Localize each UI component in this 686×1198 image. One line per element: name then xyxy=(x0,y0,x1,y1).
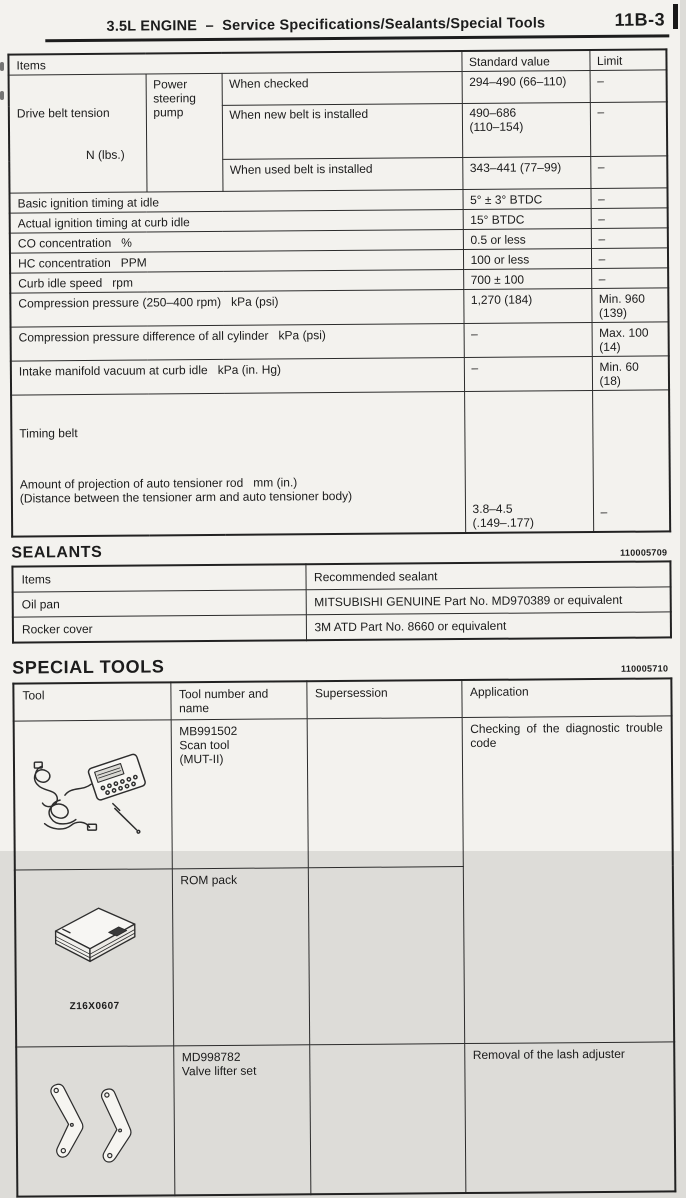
spec-item: Actual ignition timing at curb idle xyxy=(10,210,463,234)
spec-item: Compression pressure difference of all cylinder kPa (psi) xyxy=(11,324,464,362)
tools-header-row xyxy=(13,678,671,721)
sealants-ref-number: 110005709 xyxy=(620,547,668,558)
tool-illustration-cell xyxy=(16,1046,174,1197)
spec-standard: 100 or less xyxy=(463,249,591,270)
sealant-item: Rocker cover xyxy=(13,615,306,643)
table-row xyxy=(13,612,671,643)
spec-header-items: Items xyxy=(8,51,461,75)
spec-condition: When used belt is installed xyxy=(222,158,462,192)
spec-item: CO concentration % xyxy=(10,230,463,254)
spec-header-standard: Standard value xyxy=(461,50,589,72)
tools-header-tool: Tool xyxy=(13,682,170,721)
spec-item: Compression pressure (250–400 rpm) kPa (psi) xyxy=(10,290,463,328)
drive-belt-unit: N (lbs.) xyxy=(85,147,125,162)
sealants-header-items: Items xyxy=(12,564,305,592)
table-row xyxy=(11,322,669,361)
spec-item: Curb idle speed rpm xyxy=(10,270,463,294)
tool-number-name: ROM pack xyxy=(172,868,309,1046)
spec-limit: – xyxy=(592,390,670,532)
sealant-value: MITSUBISHI GENUINE Part No. MD970389 or equivalent xyxy=(306,587,671,615)
spec-item: Intake manifold vacuum at curb idle kPa (in. Hg) xyxy=(11,358,464,396)
table-row xyxy=(14,716,673,870)
spec-limit: Min. 60 (18) xyxy=(592,356,669,391)
spec-condition: When checked xyxy=(222,72,462,106)
spec-limit: – xyxy=(591,208,668,229)
rom-pack-illustration xyxy=(35,901,154,974)
spec-standard: – xyxy=(464,357,592,392)
spec-standard: 700 ± 100 xyxy=(463,269,591,290)
tool-application: Removal of the lash adjuster xyxy=(464,1042,675,1193)
tool-illustration-cell xyxy=(14,720,172,870)
spec-standard: 490–686 (110–154) xyxy=(462,102,590,157)
special-tools-ref-number: 110005710 xyxy=(620,663,669,674)
spec-item-timing-belt xyxy=(11,392,465,537)
scan-tool-illustration xyxy=(29,752,158,837)
special-tools-table xyxy=(12,677,676,1197)
sealant-item: Oil pan xyxy=(13,590,306,617)
spec-limit: Max. 100 (14) xyxy=(592,322,669,357)
spec-standard: 0.5 or less xyxy=(463,229,591,250)
tool-supersession-empty xyxy=(309,1044,465,1195)
valve-lifter-set-illustration xyxy=(31,1078,160,1163)
spec-limit: – xyxy=(591,268,668,289)
special-tools-section xyxy=(12,652,674,1197)
table-row xyxy=(16,1042,675,1197)
spec-limit: – xyxy=(590,70,667,102)
spec-item: HC concentration PPM xyxy=(10,250,463,274)
spec-standard: 5° ± 3° BTDC xyxy=(463,189,591,210)
sealants-section xyxy=(11,539,670,643)
spec-limit: – xyxy=(591,228,668,249)
spec-limit: Min. 960 (139) xyxy=(591,288,668,323)
tool-illustration-cell xyxy=(15,869,173,1047)
spec-standard: 343–441 (77–99) xyxy=(462,157,590,190)
tool-application: Checking of the diagnostic trouble code xyxy=(462,716,675,1044)
spec-limit: – xyxy=(591,188,668,209)
spec-standard: – xyxy=(464,323,592,358)
tool-supersession-empty xyxy=(307,718,463,868)
tool-number-name: MB991502 Scan tool (MUT-II) xyxy=(171,719,308,869)
tool-supersession-empty xyxy=(308,867,464,1045)
sealant-value: 3M ATD Part No. 8660 or equivalent xyxy=(306,612,671,640)
spec-limit: – xyxy=(591,248,668,269)
spec-limit: – xyxy=(590,156,667,189)
special-tools-heading: SPECIAL TOOLS xyxy=(12,656,165,678)
spec-standard: 3.8–4.5 (.149–.177) xyxy=(464,391,593,534)
rom-pack-caption: Z16X0607 xyxy=(69,1000,120,1013)
spec-condition: When new belt is installed xyxy=(222,103,462,159)
spec-standard: 294–490 (66–110) xyxy=(462,71,590,104)
table-row xyxy=(11,356,669,395)
table-row xyxy=(11,390,670,537)
spec-item: Basic ignition timing at idle xyxy=(9,190,462,214)
page-title: 3.5L ENGINE – Service Specifications/Sealants/Special Tools xyxy=(106,15,546,35)
tensioner-projection-label: Amount of projection of auto tensioner rod mm (in.) (Distance between the tensioner arm and auto tensioner body) xyxy=(19,474,353,506)
service-specifications-table xyxy=(7,48,671,537)
sealants-header-sealant: Recommended sealant xyxy=(305,561,670,589)
spec-standard: 15° BTDC xyxy=(463,209,591,230)
tools-header-supersession: Supersession xyxy=(306,680,461,719)
sealants-table xyxy=(11,560,672,643)
header-rule xyxy=(45,34,669,42)
sealants-heading: SEALANTS xyxy=(11,543,103,562)
spec-subitem-power-steering: Power steering pump xyxy=(146,73,223,192)
tools-header-application: Application xyxy=(461,678,671,717)
spec-limit: – xyxy=(590,102,667,157)
tool-number-name: MD998782 Valve lifter set xyxy=(173,1045,310,1196)
timing-belt-section-label: Timing belt xyxy=(19,425,78,441)
spec-header-limit: Limit xyxy=(589,49,666,70)
spec-item-drive-belt xyxy=(9,74,147,193)
table-row xyxy=(10,288,668,327)
table-row xyxy=(9,70,667,107)
page-header xyxy=(7,5,665,35)
spec-standard: 1,270 (184) xyxy=(463,289,591,324)
page-number: 11B-3 xyxy=(614,9,666,30)
tools-header-number: Tool number and name xyxy=(170,681,306,720)
drive-belt-label: Drive belt tension xyxy=(16,105,110,121)
